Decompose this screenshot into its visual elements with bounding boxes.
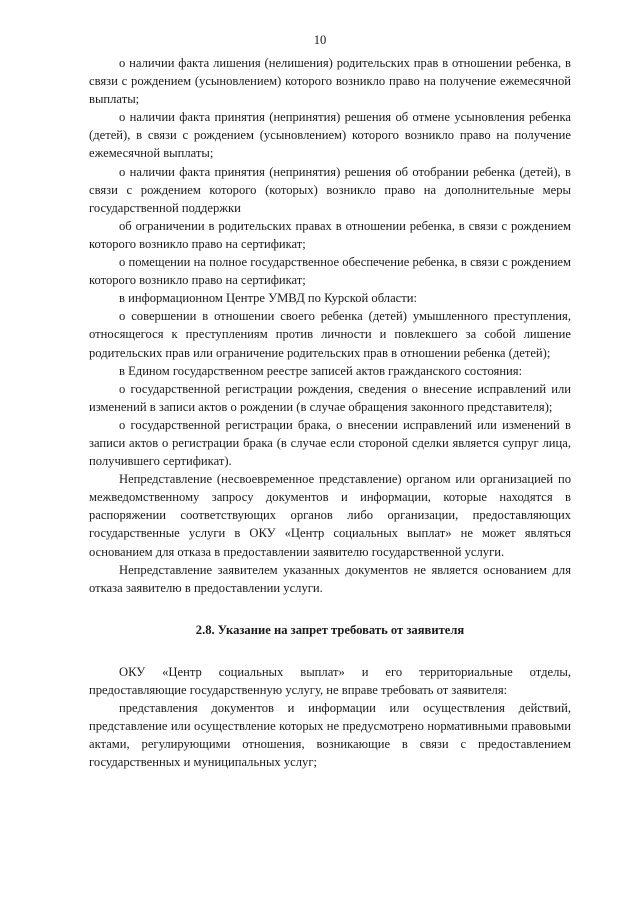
paragraph: ОКУ «Центр социальных выплат» и его территориальные отделы, предоставляющие государственную услугу, не вправе требовать от заявителя: bbox=[89, 664, 571, 697]
paragraph: о государственной регистрации брака, о внесении исправлений или изменений в записи актов о регистрации брака (в случае если стороной сделки является супруг лица, получившего сертификат). bbox=[89, 417, 571, 469]
paragraph: Непредставление заявителем указанных документов не является основанием для отказа заявителю в предоставлении услуги. bbox=[89, 562, 571, 595]
paragraph: Непредставление (несвоевременное представление) органом или организацией по межведомственному запросу документов и информации, которые находятся в распоряжении соответствующих органов либо организации, предоставляющих государственные услуги в ОКУ «Центр социальных выплат» не может являться основанием для отказа в предоставлении заявителю государственной услуги. bbox=[89, 472, 571, 559]
paragraph: представления документов и информации или осуществления действий, представление или осуществление которых не предусмотрено нормативными правовыми актами, регулирующими отношения, возникающие в связи с предоставлением государственных и муниципальных услуг; bbox=[89, 701, 571, 770]
paragraph: об ограничении в родительских правах в отношении ребенка, в связи с рождением которого возникло право на сертификат; bbox=[89, 218, 571, 251]
paragraph: о государственной регистрации рождения, сведения о внесение исправлений или изменений в записи актов о рождении (в случае обращения законного представителя); bbox=[89, 381, 571, 414]
section-heading: 2.8. Указание на запрет требовать от заявителя bbox=[195, 622, 465, 637]
paragraph: о наличии факта лишения (нелишения) родительских прав в отношении ребенка, в связи с рождением (усыновлением) которого возникло право на получение ежемесячной выплаты; bbox=[89, 56, 571, 107]
page-number: 10 bbox=[313, 33, 327, 47]
paragraph: в Едином государственном реестре записей актов гражданского состояния: bbox=[119, 363, 523, 378]
paragraph: в информационном Центре УМВД по Курской области: bbox=[119, 291, 418, 306]
paragraph: о наличии факта принятия (непринятия) решения об отобрании ребенка (детей), в связи с рождением которого (которых) возникло право на дополнительные меры государственной поддержки bbox=[89, 164, 571, 215]
paragraph: о помещении на полное государственное обеспечение ребенка, в связи с рождением которого возникло право на сертификат; bbox=[89, 255, 571, 288]
paragraph: о совершении в отношении своего ребенка (детей) умышленного преступления, относящегося к преступлениям против личности и повлекшего за собой лишение родительских прав или ограничение родительских прав в отношении ребенка (детей); bbox=[89, 309, 571, 360]
document-body bbox=[89, 54, 571, 771]
paragraph: о наличии факта принятия (непринятия) решения об отмене усыновления ребенка (детей), в связи с рождением (усыновлением) которого возникло право на получение ежемесячной выплаты; bbox=[89, 110, 571, 161]
